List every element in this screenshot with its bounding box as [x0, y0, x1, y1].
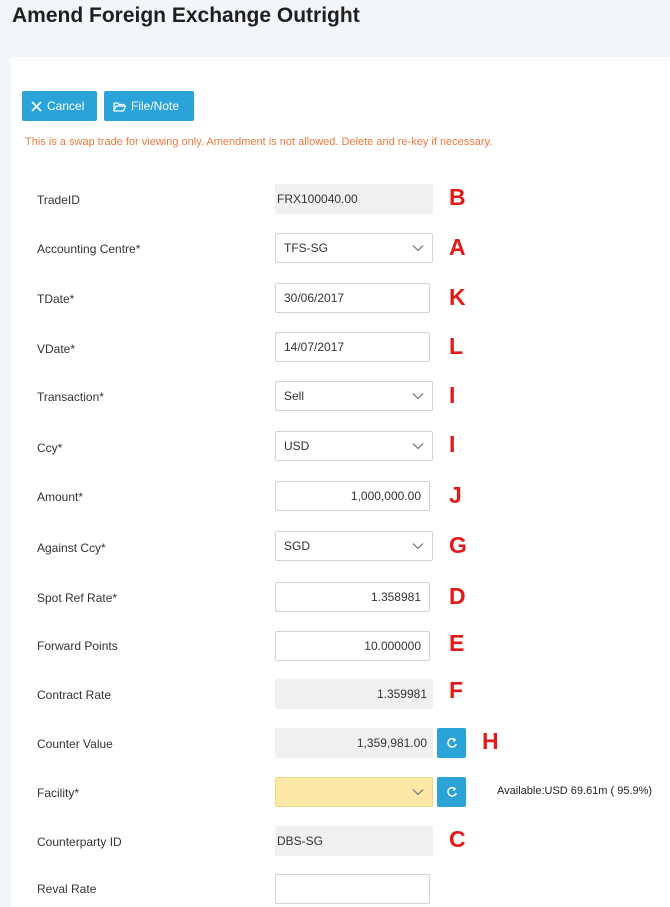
- counterparty-id-field: [275, 826, 433, 856]
- marker-g: G: [449, 532, 467, 558]
- marker-e: E: [449, 630, 465, 656]
- marker-c: C: [449, 826, 466, 852]
- counterparty-id-label: Counterparty ID: [37, 835, 122, 849]
- chevron-down-icon: [412, 244, 424, 252]
- tdate-input[interactable]: [275, 283, 430, 313]
- forward-points-input[interactable]: [275, 631, 430, 661]
- marker-l: L: [449, 333, 464, 359]
- marker-i-ccy: I: [449, 431, 456, 457]
- accounting-centre-value: TFS-SG: [284, 241, 328, 255]
- marker-a: A: [449, 234, 466, 260]
- marker-b: B: [449, 184, 466, 210]
- swap-warning-message: This is a swap trade for viewing only. Amendment is not allowed. Delete and re-key if necessary.: [25, 136, 493, 148]
- ccy-value: USD: [284, 439, 310, 453]
- marker-j: J: [449, 482, 462, 508]
- file-note-button[interactable]: [104, 91, 194, 121]
- marker-i-transaction: I: [449, 382, 456, 408]
- trade-id-label: TradeID: [37, 193, 80, 207]
- counter-value-label: Counter Value: [37, 737, 113, 751]
- trade-id-value: FRX100040.00: [277, 192, 358, 206]
- chevron-down-icon: [412, 788, 424, 796]
- cancel-button[interactable]: [22, 91, 97, 121]
- counter-value-field: [275, 728, 433, 758]
- chevron-down-icon: [412, 392, 424, 400]
- close-icon: [31, 101, 42, 112]
- accounting-centre-select[interactable]: [275, 233, 433, 263]
- marker-f: F: [449, 677, 464, 703]
- reval-rate-label: Reval Rate: [37, 882, 97, 896]
- contract-rate-value: 1.359981: [376, 687, 427, 701]
- counter-value-value: 1,359,981.00: [356, 736, 427, 750]
- ccy-label: Ccy*: [37, 441, 63, 455]
- transaction-value: Sell: [284, 389, 305, 403]
- marker-d: D: [449, 583, 466, 609]
- against-ccy-label: Against Ccy*: [37, 541, 106, 555]
- cancel-label: Cancel: [47, 99, 85, 113]
- page-title: Amend Foreign Exchange Outright: [12, 4, 360, 27]
- accounting-centre-label: Accounting Centre*: [37, 242, 141, 256]
- counterparty-id-value: DBS-SG: [277, 834, 324, 848]
- chevron-down-icon: [412, 542, 424, 550]
- spot-ref-rate-input[interactable]: [275, 582, 430, 612]
- refresh-icon: [446, 737, 458, 749]
- vdate-input[interactable]: [275, 332, 430, 362]
- vdate-label: VDate*: [37, 342, 76, 356]
- facility-label: Facility*: [37, 786, 80, 800]
- facility-select[interactable]: [275, 777, 433, 807]
- against-ccy-select[interactable]: [275, 531, 433, 561]
- marker-k: K: [449, 284, 466, 310]
- spot-ref-rate-value: 1.358981: [370, 590, 421, 604]
- amount-value: 1,000,000.00: [350, 489, 421, 503]
- tdate-value: 30/06/2017: [284, 291, 345, 305]
- marker-h: H: [482, 728, 499, 754]
- amount-label: Amount*: [37, 490, 84, 504]
- amount-input[interactable]: [275, 481, 430, 511]
- reval-rate-input[interactable]: [275, 874, 430, 904]
- trade-id-field: [275, 184, 433, 214]
- contract-rate-label: Contract Rate: [37, 688, 112, 702]
- transaction-label: Transaction*: [37, 390, 104, 404]
- forward-points-value: 10.000000: [364, 639, 421, 653]
- tdate-label: TDate*: [37, 292, 75, 306]
- ccy-select[interactable]: [275, 431, 433, 461]
- transaction-select[interactable]: [275, 381, 433, 411]
- file-note-label: File/Note: [131, 99, 180, 113]
- forward-points-label: Forward Points: [37, 639, 118, 653]
- facility-available-text: Available:USD 69.61m ( 95.9%): [497, 785, 653, 797]
- folder-open-icon: [113, 101, 126, 112]
- counter-value-refresh-button[interactable]: [437, 728, 466, 758]
- against-ccy-value: SGD: [284, 539, 311, 553]
- chevron-down-icon: [412, 442, 424, 450]
- refresh-icon: [446, 786, 458, 798]
- spot-ref-rate-label: Spot Ref Rate*: [37, 591, 118, 605]
- contract-rate-field: [275, 679, 433, 709]
- vdate-value: 14/07/2017: [284, 340, 345, 354]
- facility-refresh-button[interactable]: [437, 777, 466, 807]
